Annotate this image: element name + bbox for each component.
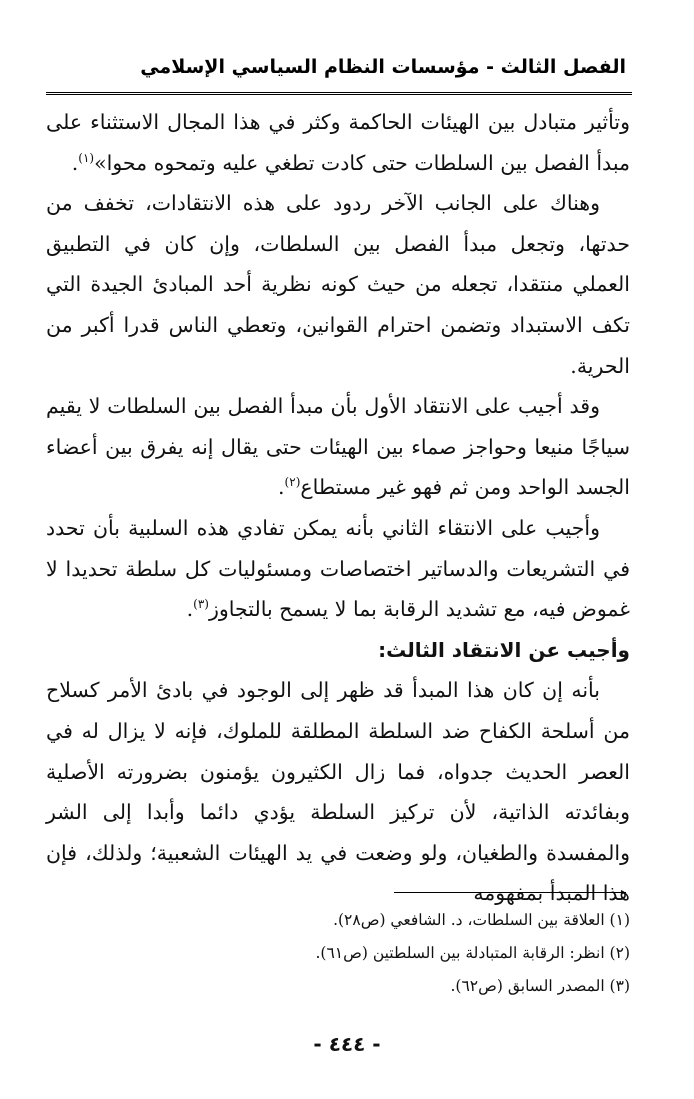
paragraph-4-text: وأجيب على الانتقاء الثاني بأنه يمكن تفادي هذه السلبية بأن تحدد في التشريعات والدساتير اختصاصات ومسئوليات كل سلطة تحديدا لا غموض فيه، مع تشديد الرقابة بما لا يسمح بالتجاوز: [46, 515, 630, 622]
footnotes: [46, 904, 630, 1003]
footnote-ref-3[interactable]: (٣): [193, 597, 209, 612]
paragraph-1-end: .: [71, 150, 79, 175]
footnote-3: (٣) المصدر السابق (ص٦٢).: [450, 977, 630, 995]
paragraph-3-text: وقد أجيب على الانتقاد الأول بأن مبدأ الفصل بين السلطات لا يقيم سياجًا منيعا وحواجز صماء بين الهيئات حتى يقال إنه يفرق بين أعضاء الجسد الواحد ومن ثم فهو غير مستطاع: [46, 394, 630, 500]
paragraph-1-text: وتأثير متبادل بين الهيئات الحاكمة وكثر في هذا المجال الاستثناء على مبدأ الفصل بين السلطات حتى كادت تطغي عليه وتمحوه محوا»: [46, 110, 630, 175]
paragraph-1: [46, 102, 630, 183]
paragraph-2: وهناك على الجانب الآخر ردود على هذه الانتقادات، تخفف من حدتها، وتجعل مبدأ الفصل بين السلطات، وإن كان في التطبيق العملي منتقدا، تجعله من حيث كونه نظرية أحد المبادئ الجيدة التي تكف الاستبداد وتضمن احترام القوانين، وتعطي الناس قدرا أكبر من الحرية.: [46, 191, 630, 378]
body-text: [46, 102, 630, 914]
header-divider: [46, 92, 632, 97]
paragraph-3: [46, 386, 630, 508]
footnote-ref-1[interactable]: (١): [78, 150, 95, 165]
footnote-divider: [394, 892, 626, 893]
paragraph-5: بأنه إن كان هذا المبدأ قد ظهر إلى الوجود في بادئ الأمر كسلاح من أسلحة الكفاح ضد السلطة المطلقة للملوك، فإنه لا يزال له في العصر الحديث جدواه، فما زال الكثيرون يؤمنون بضرورته الأصلية وبفائدته الذاتية، لأن تركيز السلطة يؤدي دائما وأبدا إلى الشر والمفسدة والطغيان، ولو وضعت في يد الهيئات الشعبية؛ ولذلك، فإن هذا المبدأ بمفهومه: [46, 678, 630, 906]
running-header: الفصل الثالث - مؤسسات النظام السياسي الإسلامي: [140, 56, 626, 78]
footnote-2: (٢) انظر: الرقابة المتبادلة بين السلطتين (ص٦١).: [315, 944, 630, 962]
paragraph-3-end: .: [278, 475, 285, 500]
paragraph-4: [46, 508, 630, 630]
section-subheading: وأجيب عن الانتقاد الثالث:: [378, 637, 630, 662]
paragraph-4-end: .: [186, 597, 194, 622]
footnote-ref-2[interactable]: (٢): [284, 475, 301, 490]
footnote-1: (١) العلاقة بين السلطات، د. الشافعي (ص٢٨).: [333, 911, 630, 929]
page-number: - ٤٤٤ -: [313, 1032, 381, 1056]
